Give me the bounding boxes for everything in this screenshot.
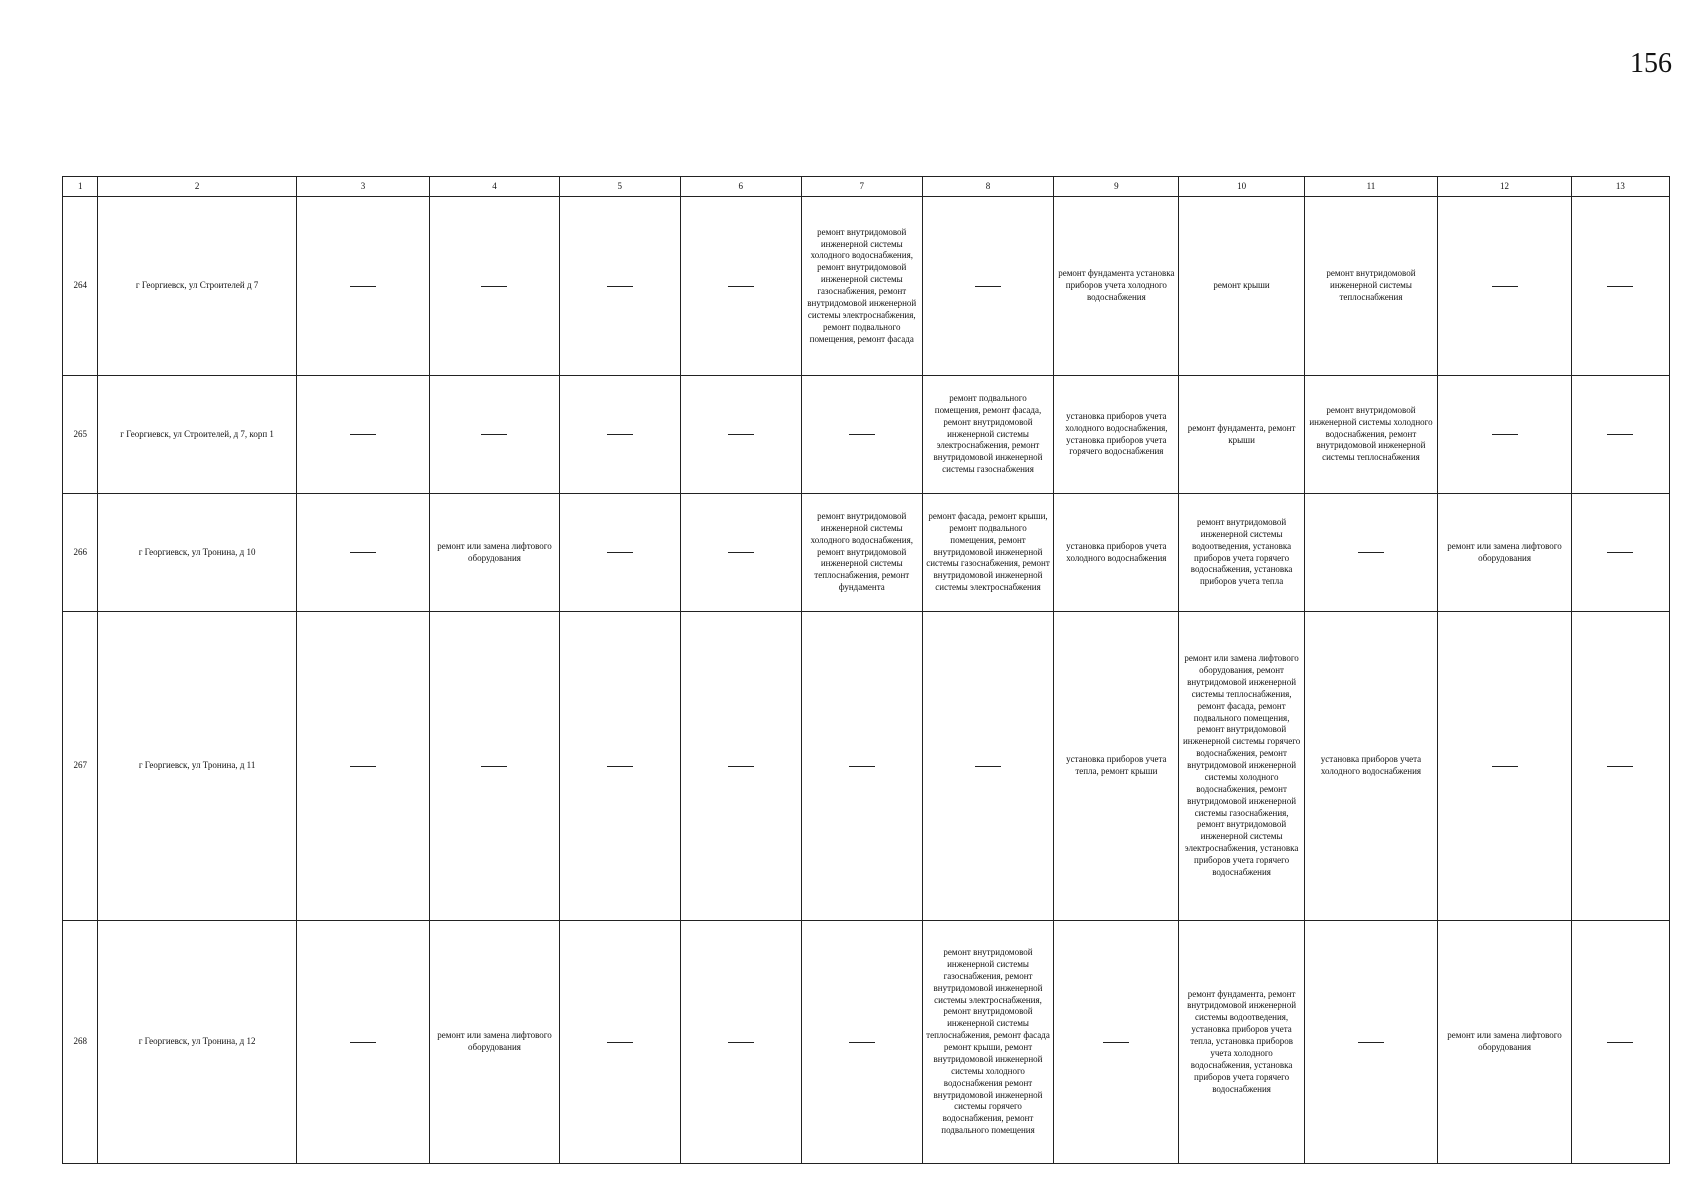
- table-row: [63, 494, 1670, 612]
- work-cell: [296, 612, 430, 921]
- work-cell: [430, 197, 559, 376]
- work-cell: ремонт внутридомовой инженерной системы холодного водоснабжения, ремонт внутридомовой инженерной системы теплоснабжения, ремонт фундамента: [801, 494, 922, 612]
- empty-dash: [481, 766, 507, 767]
- empty-dash: [1358, 1042, 1384, 1043]
- work-cell: [1571, 197, 1669, 376]
- work-cell: ремонт фундамента, ремонт внутридомовой инженерной системы водоотведения, установка приборов учета тепла, установка приборов учета холодного водоснабжения, установка приборов учета горячего водоснабжения: [1179, 921, 1304, 1164]
- row-number: 265: [63, 376, 98, 494]
- table-row: [63, 612, 1670, 921]
- column-number: 10: [1179, 177, 1304, 197]
- empty-dash: [607, 434, 633, 435]
- work-cell: установка приборов учета холодного водоснабжения, установка приборов учета горячего водоснабжения: [1054, 376, 1179, 494]
- empty-dash: [1607, 286, 1633, 287]
- empty-dash: [1358, 552, 1384, 553]
- work-cell: [680, 921, 801, 1164]
- work-cell: [559, 197, 680, 376]
- work-cell: [1438, 612, 1572, 921]
- column-number: 4: [430, 177, 559, 197]
- empty-dash: [607, 552, 633, 553]
- empty-dash: [350, 766, 376, 767]
- work-cell: [680, 612, 801, 921]
- empty-dash: [975, 286, 1001, 287]
- work-cell: ремонт подвального помещения, ремонт фасада, ремонт внутридомовой инженерной системы электроснабжения, ремонт внутридомовой инженерной системы газоснабжения: [922, 376, 1053, 494]
- page-number: 156: [1630, 48, 1672, 79]
- repair-schedule-table: [62, 176, 1670, 1164]
- empty-dash: [1492, 286, 1518, 287]
- work-cell: ремонт внутридомовой инженерной системы холодного водоснабжения, ремонт внутридомовой инженерной системы газоснабжения, ремонт внутридомовой инженерной системы электроснабжения, ремонт подвального помещения, ремонт фасада: [801, 197, 922, 376]
- work-cell: установка приборов учета холодного водоснабжения: [1054, 494, 1179, 612]
- table-row: [63, 197, 1670, 376]
- empty-dash: [849, 766, 875, 767]
- empty-dash: [849, 1042, 875, 1043]
- empty-dash: [607, 1042, 633, 1043]
- work-cell: ремонт или замена лифтового оборудования: [1438, 921, 1572, 1164]
- work-cell: [922, 197, 1053, 376]
- work-cell: [680, 494, 801, 612]
- empty-dash: [728, 1042, 754, 1043]
- empty-dash: [607, 286, 633, 287]
- empty-dash: [728, 434, 754, 435]
- row-number: 267: [63, 612, 98, 921]
- empty-dash: [350, 1042, 376, 1043]
- row-number: 266: [63, 494, 98, 612]
- empty-dash: [350, 434, 376, 435]
- empty-dash: [481, 434, 507, 435]
- work-cell: ремонт крыши: [1179, 197, 1304, 376]
- work-cell: установка приборов учета холодного водоснабжения: [1304, 612, 1438, 921]
- work-cell: ремонт или замена лифтового оборудования: [430, 494, 559, 612]
- column-number: 11: [1304, 177, 1438, 197]
- empty-dash: [1492, 766, 1518, 767]
- work-cell: [1438, 376, 1572, 494]
- work-cell: [801, 612, 922, 921]
- work-cell: [1304, 494, 1438, 612]
- empty-dash: [1607, 434, 1633, 435]
- table-body: [63, 177, 1670, 1164]
- work-cell: [801, 921, 922, 1164]
- work-cell: [430, 612, 559, 921]
- column-number: 9: [1054, 177, 1179, 197]
- work-cell: [1571, 494, 1669, 612]
- address-cell: г Георгиевск, ул Строителей, д 7, корп 1: [98, 376, 296, 494]
- empty-dash: [728, 286, 754, 287]
- work-cell: [1571, 612, 1669, 921]
- empty-dash: [1607, 552, 1633, 553]
- column-number: 5: [559, 177, 680, 197]
- empty-dash: [1607, 1042, 1633, 1043]
- column-number-row: [63, 177, 1670, 197]
- address-cell: г Георгиевск, ул Тронина, д 12: [98, 921, 296, 1164]
- column-number: 6: [680, 177, 801, 197]
- work-cell: ремонт внутридомовой инженерной системы газоснабжения, ремонт внутридомовой инженерной системы электроснабжения, ремонт внутридомовой инженерной системы теплоснабжения, ремонт фасада ремонт крыши, ремонт внутридомовой инженерной системы холодного водоснабжения ремонт внутридомовой инженерной системы горячего водоснабжения, ремонт подвального помещения: [922, 921, 1053, 1164]
- work-cell: [801, 376, 922, 494]
- empty-dash: [728, 552, 754, 553]
- work-cell: [680, 197, 801, 376]
- work-cell: ремонт внутридомовой инженерной системы теплоснабжения: [1304, 197, 1438, 376]
- column-number: 7: [801, 177, 922, 197]
- empty-dash: [728, 766, 754, 767]
- work-cell: [559, 612, 680, 921]
- address-cell: г Георгиевск, ул Тронина, д 11: [98, 612, 296, 921]
- table-row: [63, 376, 1670, 494]
- work-cell: [680, 376, 801, 494]
- work-cell: [922, 612, 1053, 921]
- work-cell: [430, 376, 559, 494]
- work-cell: ремонт внутридомовой инженерной системы водоотведения, установка приборов учета горячего водоснабжения, установка приборов учета тепла: [1179, 494, 1304, 612]
- work-cell: [296, 494, 430, 612]
- empty-dash: [975, 766, 1001, 767]
- work-cell: [296, 197, 430, 376]
- column-number: 1: [63, 177, 98, 197]
- address-cell: г Георгиевск, ул Тронина, д 10: [98, 494, 296, 612]
- work-cell: [559, 494, 680, 612]
- empty-dash: [350, 552, 376, 553]
- empty-dash: [1607, 766, 1633, 767]
- work-cell: [559, 376, 680, 494]
- work-cell: [1438, 197, 1572, 376]
- work-cell: [296, 376, 430, 494]
- work-cell: [1571, 376, 1669, 494]
- column-number: 3: [296, 177, 430, 197]
- empty-dash: [849, 434, 875, 435]
- work-cell: ремонт внутридомовой инженерной системы холодного водоснабжения, ремонт внутридомовой инженерной системы теплоснабжения: [1304, 376, 1438, 494]
- work-cell: ремонт фундамента установка приборов учета холодного водоснабжения: [1054, 197, 1179, 376]
- work-cell: установка приборов учета тепла, ремонт крыши: [1054, 612, 1179, 921]
- column-number: 13: [1571, 177, 1669, 197]
- work-cell: [296, 921, 430, 1164]
- column-number: 2: [98, 177, 296, 197]
- work-cell: ремонт фасада, ремонт крыши, ремонт подвального помещения, ремонт внутридомовой инженерной системы газоснабжения, ремонт внутридомовой инженерной системы электроснабжения: [922, 494, 1053, 612]
- work-cell: ремонт или замена лифтового оборудования: [1438, 494, 1572, 612]
- work-cell: [1571, 921, 1669, 1164]
- row-number: 268: [63, 921, 98, 1164]
- work-cell: [1304, 921, 1438, 1164]
- column-number: 12: [1438, 177, 1572, 197]
- empty-dash: [350, 286, 376, 287]
- address-cell: г Георгиевск, ул Строителей д 7: [98, 197, 296, 376]
- column-number: 8: [922, 177, 1053, 197]
- empty-dash: [1103, 1042, 1129, 1043]
- work-cell: ремонт или замена лифтового оборудования, ремонт внутридомовой инженерной системы теплоснабжения, ремонт фасада, ремонт подвального помещения, ремонт внутридомовой инженерной системы горячего водоснабжения, ремонт внутридомовой инженерной системы холодного водоснабжения, ремонт внутридомовой инженерной системы газоснабжения, ремонт внутридомовой инженерной системы электроснабжения, установка приборов учета горячего водоснабжения: [1179, 612, 1304, 921]
- table-row: [63, 921, 1670, 1164]
- row-number: 264: [63, 197, 98, 376]
- work-cell: [559, 921, 680, 1164]
- empty-dash: [607, 766, 633, 767]
- empty-dash: [1492, 434, 1518, 435]
- work-cell: ремонт или замена лифтового оборудования: [430, 921, 559, 1164]
- work-cell: [1054, 921, 1179, 1164]
- empty-dash: [481, 286, 507, 287]
- work-cell: ремонт фундамента, ремонт крыши: [1179, 376, 1304, 494]
